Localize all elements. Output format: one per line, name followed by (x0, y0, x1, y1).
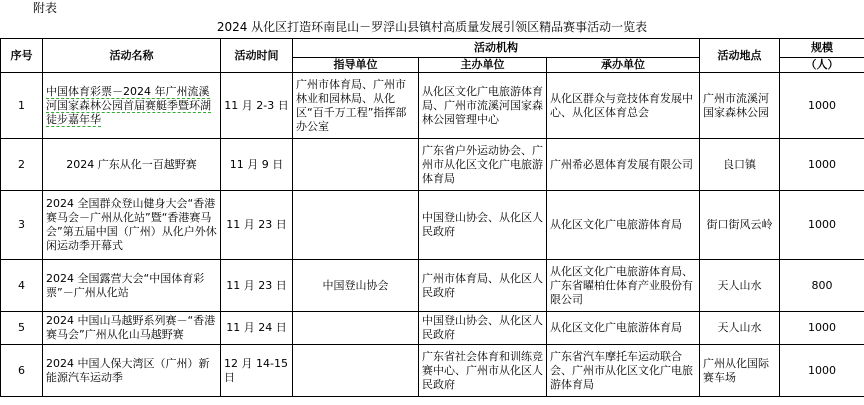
cell-place: 广州市流溪河国家森林公园 (700, 73, 780, 139)
header-place: 活动地点 (700, 39, 780, 73)
cell-name (43, 73, 221, 139)
attachment-label: 附表 (33, 1, 58, 15)
table-row (1, 73, 864, 139)
cell-undertake: 从化区文化广电旅游体育局 (547, 312, 700, 345)
cell-no: 6 (1, 345, 43, 397)
header-org: 活动机构 (293, 39, 700, 58)
cell-guide (293, 345, 419, 397)
cell-no: 1 (1, 73, 43, 139)
cell-name: 2024 全国露营大会“中国体育彩票”－广州从化站 (43, 260, 221, 312)
cell-no: 5 (1, 312, 43, 345)
cell-host: 广州市体育局、从化区人民政府 (419, 260, 547, 312)
cell-host: 中国登山协会、从化区人民政府 (419, 312, 547, 345)
cell-guide (293, 191, 419, 260)
cell-time: 11 月 2-3 日 (221, 73, 293, 139)
header-time: 活动时间 (221, 39, 293, 73)
cell-place: 良口镇 (700, 139, 780, 191)
cell-no: 4 (1, 260, 43, 312)
cell-guide: 广州市体育局、广州市林业和园林局、从化区“百千万工程”指挥部办公室 (293, 73, 419, 139)
cell-guide (293, 312, 419, 345)
cell-scale: 1000 (780, 191, 864, 260)
cell-scale: 800 (780, 260, 864, 312)
cell-scale: 1000 (780, 73, 864, 139)
cell-guide: 中国登山协会 (293, 260, 419, 312)
header-guide: 指导单位 (293, 58, 419, 73)
table-row (1, 139, 864, 191)
cell-undertake: 从化区群众与竞技体育发展中心、从化区体育总会 (547, 73, 700, 139)
cell-time: 11 月 9 日 (221, 139, 293, 191)
cell-place: 天人山水 (700, 312, 780, 345)
table-row (1, 312, 864, 345)
table-title: 2024 从化区打造环南昆山－罗浮山县镇村高质量发展引领区精品赛事活动一览表 (216, 20, 648, 34)
cell-undertake: 广州希必恩体育发展有限公司 (547, 139, 700, 191)
header-name: 活动名称 (43, 39, 221, 73)
cell-host: 广东省社会体育和训练竞赛中心、广州市从化区人民政府 (419, 345, 547, 397)
cell-place: 广州从化国际赛车场 (700, 345, 780, 397)
cell-scale: 1000 (780, 345, 864, 397)
cell-undertake: 从化区文化广电旅游体育局 (547, 191, 700, 260)
cell-undertake: 从化区文化广电旅游体育局、广东省曜柏仕体育产业股份有限公司 (547, 260, 700, 312)
cell-name: 2024 广东从化一百越野赛 (43, 139, 221, 191)
header-no: 序号 (1, 39, 43, 73)
cell-scale: 1000 (780, 139, 864, 191)
cell-time: 11 月 23 日 (221, 260, 293, 312)
table-row (1, 260, 864, 312)
cell-place: 街口街风云岭 (700, 191, 780, 260)
cell-guide (293, 139, 419, 191)
header-scale-b: （人） (780, 58, 864, 73)
cell-host: 从化区文化广电旅游体育局、广州市流溪河国家森林公园管理中心 (419, 73, 547, 139)
cell-name-text: 中国体育彩票－2024 年广州流溪河国家森林公园首届赛艇季暨环湖徒步嘉年华 (46, 84, 211, 126)
header-scale-a: 规模 (780, 39, 864, 58)
cell-no: 2 (1, 139, 43, 191)
cell-name: 2024 中国人保大湾区（广州）新能源汽车运动季 (43, 345, 221, 397)
cell-time: 11 月 23 日 (221, 191, 293, 260)
cell-time: 12 月 14-15 日 (221, 345, 293, 397)
table-row (1, 191, 864, 260)
header-host: 主办单位 (419, 58, 547, 73)
cell-scale: 1000 (780, 312, 864, 345)
cell-no: 3 (1, 191, 43, 260)
cell-undertake: 广东省汽车摩托车运动联合会、广州市从化区文化广电旅游体育局 (547, 345, 700, 397)
cell-host: 广东省户外运动协会、广州市从化区文化广电旅游体育局 (419, 139, 547, 191)
header-undertake: 承办单位 (547, 58, 700, 73)
cell-name: 2024 全国群众登山健身大会“香港赛马会－广州从化站”暨“香港赛马会”第五届中国（广州）从化户外休闲运动季开幕式 (43, 191, 221, 260)
cell-name: 2024 中国山马越野系列赛－“香港赛马会”广州从化山马越野赛 (43, 312, 221, 345)
events-table (0, 38, 864, 397)
table-row (1, 345, 864, 397)
cell-host: 中国登山协会、从化区人民政府 (419, 191, 547, 260)
cell-time: 11 月 24 日 (221, 312, 293, 345)
cell-place: 天人山水 (700, 260, 780, 312)
